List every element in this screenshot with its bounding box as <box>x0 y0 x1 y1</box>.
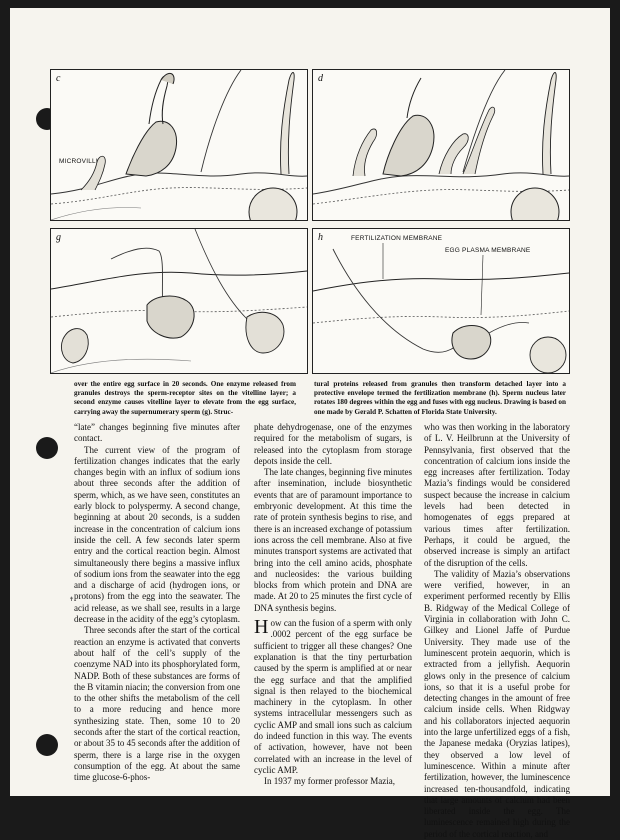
figure-panel-c <box>50 69 308 221</box>
annotation-fertilization-membrane: FERTILIZATION MEMBRANE <box>351 235 443 242</box>
paragraph: phate dehydrogenase, one of the enzymes required for the metabolism of sugars, is released into the cytoplasm from storage depots inside the cell. <box>254 422 412 466</box>
punch-hole <box>36 437 58 459</box>
figure-panel-d <box>312 69 570 221</box>
paragraph: The late changes, beginning five minutes after insemination, include biosynthetic events that are of paramount importance to embryonic development. At this time the rate of protein synthesis begins to rise, and there is an increased exchange of potassium ions across the cell membrane. Also at five minutes transport systems are activated that bring into the cell amino acids, phosphate and nucleosides: the various building blocks from which protein and DNA are made. At 20 to 25 minutes the first cycle of DNA synthesis begins. <box>254 467 412 613</box>
margin-mark: ✝ <box>69 597 75 603</box>
paragraph: The validity of Mazia’s observations were verified, however, in an experiment performed recently by Ellis B. Ridgway of the Medical College of Virginia in collaboration with John C. Gilkey and Lionel Jaffe of Purdue University. They made use of the luminescent protein aequorin, which is extracted from a jellyfish. Aequorin glows only in the presence of calcium ions, so that it is a useful probe for detecting changes in the amount of free calcium inside cells. When Ridgway and his collaborators injected aequorin into the large unfertilized eggs of a fish, the Japanese medaka (Oryzias latipes), they observed a low level of luminescence. Within a minute after fertilization, however, the luminescence increased ten-thousandfold, indicating that large amounts of calcium had been liberated inside the egg. The luminescence remained high during the period of the cortical reaction, and <box>424 568 570 839</box>
figure-caption-right: tural proteins released from granules then transform detached layer into a protective envelope termed the fertilization membrane (h). Sperm nucleus later rotates 180 degrees within the egg and fuses with egg nucleus. Drawing is based on one made by Gerald P. Schatten of Florida State University. <box>314 380 566 416</box>
figure-panel-g <box>50 228 308 374</box>
figure-caption-left: over the entire egg surface in 20 seconds. One enzyme released from granules destroys the sperm-receptor sites on the vitelline layer; a second enzyme causes vitelline layer to elevate from the egg surface, carrying away the supernumerary sperm (g). Struc- <box>74 380 296 416</box>
paragraph: “late” changes beginning five minutes after contact. <box>74 422 240 444</box>
scanned-page <box>10 8 610 839</box>
panel-label-d: d <box>318 73 323 84</box>
paragraph: Three seconds after the start of the cortical reaction an enzyme is activated that converts about half of the cell’s supply of the coenzyme NAD into its phosphorylated form, NADP. Both of these substances are forms of the B vitamin niacin; the conversion from one to the other shifts the metabolism of the cell to a more reducing and hence more synthesizing state. Then, some 10 to 20 seconds after the start of the cortical reaction, or about 35 to 45 seconds after the addition of sperm, there is a large rise in the oxygen consumption of the egg. At about the same time glucose-6-phos- <box>74 625 240 783</box>
panel-c-drawing <box>51 70 307 220</box>
panel-label-c: c <box>56 73 61 84</box>
drop-cap: H <box>254 616 269 639</box>
panel-d-drawing <box>313 70 569 220</box>
annotation-microvilli: MICROVILLI <box>59 158 98 165</box>
annotation-egg-plasma-membrane: EGG PLASMA MEMBRANE <box>445 247 531 254</box>
panel-h-drawing <box>313 229 569 373</box>
paragraph: In 1937 my former professor Mazia, <box>264 776 395 787</box>
text-column-2 <box>254 422 412 788</box>
panel-label-g: g <box>56 232 61 243</box>
text-column-1 <box>74 422 240 784</box>
paragraph: who was then working in the laboratory of L. V. Heilbrunn at the University of Pennsylvania, first observed that the concentration of calcium ions inside the egg increases after fertilization. Today Mazia’s findings would be considered suspect because the increase in calcium levels had been detected in homogenates of eggs prepared at various times after fertilization. Perhaps, it could be argued, the observed increase is simply an artifact of the disruption of the cells. <box>424 422 570 568</box>
figure-panel-h <box>312 228 570 374</box>
panel-label-h: h <box>318 232 323 243</box>
paragraph: The current view of the program of fertilization changes indicates that the early changes begin with an influx of sodium ions about three seconds after the addition of sperm, which, as we have seen, constitutes an early block to polyspermy. A second change, beginning at about 20 seconds, is a sudden increase in the concentration of calcium ions inside the cell. A few seconds later sperm entry and the cortical reaction begin. Almost simultaneously there begins a massive influx of sodium ions from the seawater into the egg and a discharge of acid (hydrogen ions, or protons) from the egg into the seawater. The acid release, as we shall see, results in a large decrease in the acidity of the egg’s cytoplasm. <box>74 444 240 625</box>
text-column-3 <box>424 422 570 840</box>
paragraph-dropcap: How can the fusion of a sperm with only .0002 percent of the egg surface be sufficient to trigger all these changes? One explanation is that the tiny perturbation caused by the sperm is amplified at or near the egg surface and that the amplified signal is then relayed to the biochemical machinery in the cytoplasm. In other systems intracellular messengers such as cyclic AMP and small ions such as calcium do indeed function in this way. The events of activation, however, have not been correlated with an increase in the level of cyclic AMP. <box>254 616 412 775</box>
panel-g-drawing <box>51 229 307 373</box>
punch-hole <box>36 734 58 756</box>
